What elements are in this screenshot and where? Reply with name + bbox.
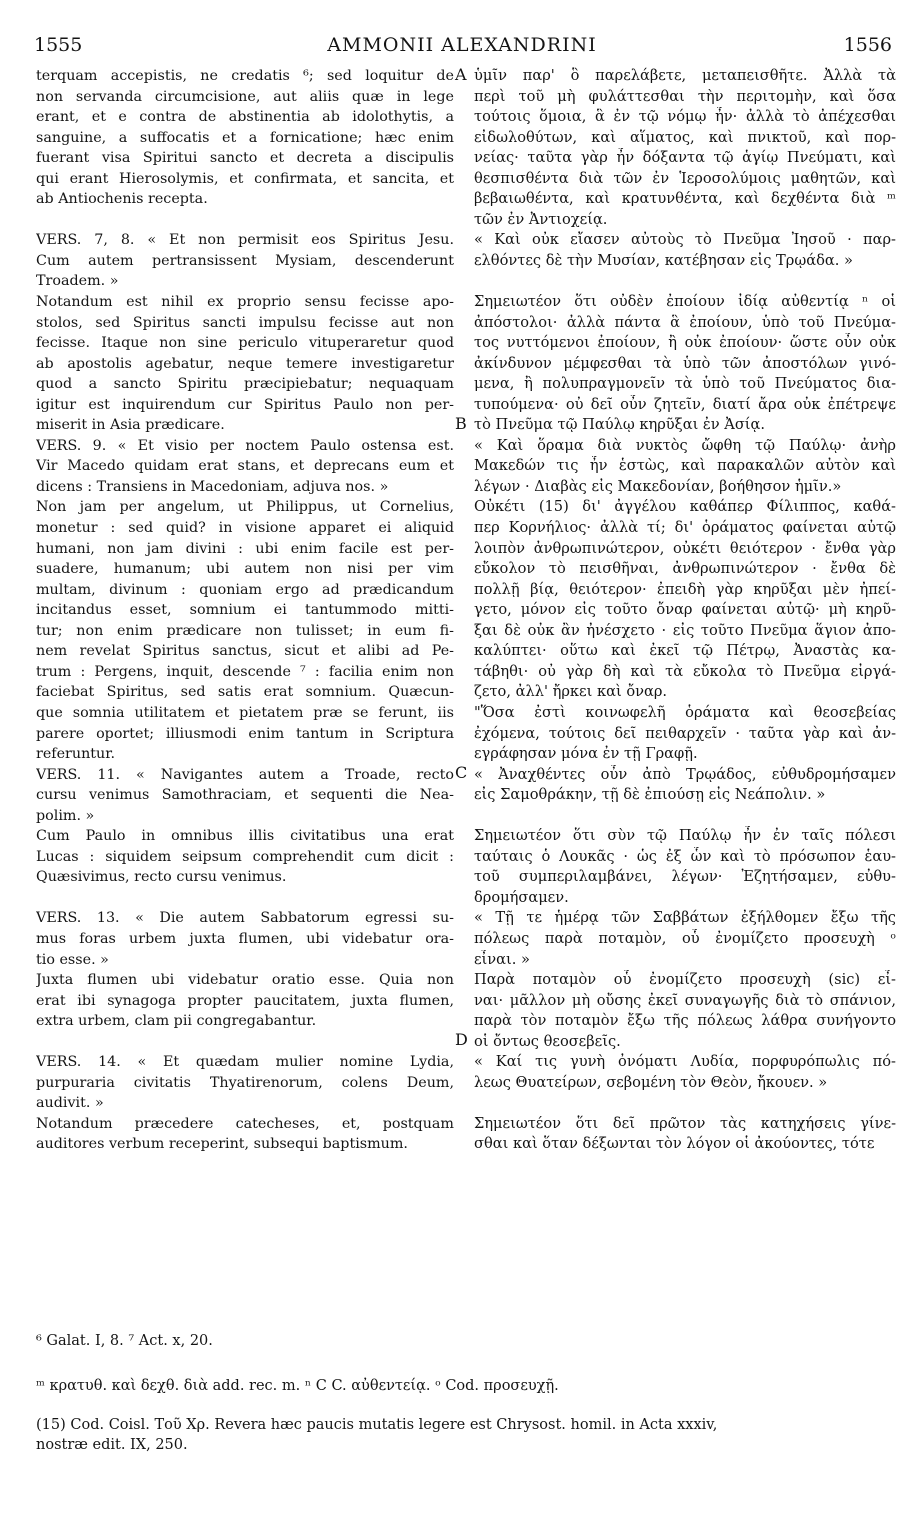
greek-text-line: "Ὅσα ἐστὶ κοινωφελῆ ὁράματα καὶ θεοσεβείας <box>474 703 896 721</box>
greek-text-line: θεσπισθέντα διὰ τῶν ἐν Ἱεροσολύμοις μαθητῶν, καὶ <box>474 169 896 187</box>
latin-text-line: mus foras urbem juxta flumen, ubi videbatur ora- <box>36 930 454 947</box>
latin-text-line: igitur est inquirendum cur Spiritus Paulo non per- <box>36 396 454 413</box>
margin-letter-c: C <box>455 763 468 782</box>
greek-text-line: ὑμῖν παρ' ὃ παρελάβετε, μεταπεισθῆτε. Ἀλλὰ τὰ <box>474 67 896 84</box>
footnote-note-line-2: nostræ edit. IX, 250. <box>36 1437 188 1453</box>
greek-text-line: ἐχόμενα, τούτοις δεῖ πειθαρχεῖν · ταῦτα γὰρ καὶ ἀν- <box>474 724 896 742</box>
latin-text-line: Vir Macedo quidam erat stans, et deprecans eum et <box>36 458 454 475</box>
greek-text-line: « Καὶ οὐκ εἴασεν αὐτοὺς τὸ Πνεῦμα Ἰησοῦ · παρ- <box>474 231 896 249</box>
latin-text-line: dicens : Transiens in Macedoniam, adjuva nos. » <box>36 478 389 495</box>
footnote-references: ⁶ Galat. I, 8. ⁷ Act. x, 20. <box>36 1333 213 1349</box>
greek-text-line: Οὐκέτι (15) δι' ἀγγέλου καθάπερ Φίλιππος, καθά- <box>474 498 896 516</box>
greek-text-line: πόλεως παρὰ ποταμὸν, οὗ ἐνομίζετο προσευχὴ ᵒ <box>474 929 896 947</box>
greek-text-line: « Καί τις γυνὴ ὀνόματι Λυδία, πορφυρόπωλις πό- <box>474 1053 896 1071</box>
latin-blank-line <box>36 888 454 909</box>
greek-blank-line <box>474 1093 896 1114</box>
latin-text-line: extra urbem, clam pii congregabantur. <box>36 1013 317 1030</box>
greek-text-line: « Ἀναχθέντες οὖν ἀπὸ Τρῳάδος, εὐθυδρομήσαμεν <box>474 765 896 783</box>
greek-text-line: ταύταις ὁ Λουκᾶς · ὡς ἐξ ὧν καὶ τὸ πρόσωπον ἑαυ- <box>474 847 896 865</box>
greek-text-line: παρὰ τὸν ποταμὸν ἔξω τῆς πόλεως λάθρα συνήγοντο <box>474 1012 896 1030</box>
latin-text-line: Troadem. » <box>36 273 119 290</box>
latin-text-line: fecisse. Itaque non sine periculo vituperaretur quod <box>36 335 454 352</box>
latin-text-line: Quæsivimus, recto cursu venimus. <box>36 869 287 886</box>
greek-text-line: ναι· μᾶλλον μὴ οὔσης ἐκεῖ συναγωγῆς διὰ τὸ σπάνιον, <box>474 991 896 1009</box>
greek-text-line: λοιπὸν ἀνθρωπινώτερον, οὐκέτι θειότερον · ἔνθα γὰρ <box>474 539 896 557</box>
greek-text-line: δρομήσαμεν. <box>474 888 569 906</box>
greek-text-line: εἰδωλοθύτων, καὶ αἵματος, καὶ πνικτοῦ, καὶ πορ- <box>474 128 896 146</box>
latin-text-line: Notandum præcedere catecheses, et, postquam <box>36 1115 454 1132</box>
footnote-note-line-1: (15) Cod. Coisl. Τοῦ Χρ. Revera hæc paucis mutatis legere est Chrysost. homil. in Acta xxxiv, <box>36 1417 718 1433</box>
footnote-variants: ᵐ κρατυθ. καὶ δεχθ. διὰ add. rec. m. ⁿ C C. αὐθεντείᾳ. ᵒ Cod. προσευχῇ. <box>36 1378 559 1394</box>
latin-text-line: nem revelat Spiritus sanctus, sicut et alibi ad Pe- <box>36 643 454 660</box>
greek-text-line: εἶναι. » <box>474 950 530 968</box>
latin-blank-line <box>36 1032 454 1053</box>
latin-text-line: erant, et e contra de abstinentia ab idolothytis, a <box>36 109 454 126</box>
latin-text-line: Non jam per angelum, ut Philippus, ut Cornelius, <box>36 499 454 516</box>
greek-text-line: εγράφησαν μόνα ἐν τῇ Γραφῇ. <box>474 745 698 763</box>
greek-text-line: πολλῇ βίᾳ, θειότερον· ἐπειδὴ γὰρ κηρῦξαι μὲν ἠπεί- <box>474 580 896 598</box>
latin-text-line: Lucas : siquidem seipsum comprehendit cum dicit : <box>36 848 454 865</box>
greek-text-line: καλύπτει· οὕτω καὶ ἐκεῖ τῷ Πέτρῳ, Ἀναστὰς κα- <box>474 642 896 660</box>
latin-text-line: multam, divinum : quoniam ergo ad prædicandum <box>36 581 454 598</box>
latin-text-line: VERS. 11. « Navigantes autem a Troade, recto <box>36 766 454 783</box>
latin-text-line: incitandus esset, somnium ei tantummodo mitti- <box>36 602 454 619</box>
greek-text-line: ελθόντες δὲ τὴν Μυσίαν, κατέβησαν εἰς Τρῳάδα. » <box>474 251 853 269</box>
greek-column <box>474 66 896 1155</box>
latin-text-line: humani, non jam divini : ubi enim facile est per- <box>36 540 454 557</box>
latin-text-line: que somnia utilitatem et pietatem præ se ferunt, iis <box>36 704 454 721</box>
latin-text-line: monetur : sed quid? in visione apparet ei aliquid <box>36 520 454 537</box>
latin-text-line: tio esse. » <box>36 951 109 968</box>
greek-text-line: τάβηθι· οὐ γὰρ δὴ καὶ τὰ εὔκολα τὸ Πνεῦμα εἰργά- <box>474 662 896 680</box>
latin-text-line: VERS. 13. « Die autem Sabbatorum egressi su- <box>36 910 454 927</box>
greek-text-line: ξαι δὲ οὐκ ἂν ἠνέσχετο · εἰς τοῦτο Πνεῦμα ἅγιον ἀπο- <box>474 621 896 639</box>
page-header <box>0 28 924 58</box>
latin-text-line: quod a sancto Spiritu præcipiebatur; nequaquam <box>36 376 454 393</box>
greek-blank-line <box>474 806 896 827</box>
greek-text-line: τῶν ἐν Ἀντιοχείᾳ. <box>474 210 608 228</box>
latin-text-line: trum : Pergens, inquit, descende ⁷ : facilia enim non <box>36 663 454 680</box>
margin-letter-b: B <box>455 414 467 433</box>
latin-text-line: non servanda circumcisione, aut aliis quæ in lege <box>36 88 454 105</box>
greek-text-line: Σημειωτέον ὅτι δεῖ πρῶτον τὰς κατηχήσεις γίνε- <box>474 1114 896 1132</box>
greek-text-line: τυπούμενα· οὐ δεῖ οὖν ζητεῖν, διατί ἄρα οὐκ ἐπέτρεψε <box>474 395 896 413</box>
greek-text-line: ἀκίνδυνον μέμφεσθαι τὰ ὑπὸ τῶν ἀποστόλων γινό- <box>474 354 896 372</box>
greek-text-line: τὸ Πνεῦμα τῷ Παύλῳ κηρῦξαι ἐν Ἀσίᾳ. <box>474 416 765 434</box>
latin-blank-line <box>36 210 454 231</box>
greek-text-line: ζετο, ἀλλ' ἤρκει καὶ ὄναρ. <box>474 683 668 701</box>
greek-text-line: « Τῇ τε ἡμέρᾳ τῶν Σαββάτων ἐξήλθομεν ἔξω τῆς <box>474 909 896 927</box>
latin-text-line: suadere, humanum; ubi autem non nisi per vim <box>36 561 454 578</box>
greek-text-line: γετο, μόνον εἰς τοῦτο ὄναρ φαίνεται αὐτῷ· μὴ κηρῦ- <box>474 601 896 619</box>
latin-column <box>36 66 454 1155</box>
latin-text-line: tur; non enim prædicare non tulisset; in eum fi- <box>36 622 454 639</box>
latin-text-line: fuerant visa Spiritui sancto et decreta a discipulis <box>36 150 454 167</box>
margin-letter-a: A <box>455 65 467 84</box>
latin-text-line: Notandum est nihil ex proprio sensu fecisse apo- <box>36 294 454 311</box>
page-number-right: 1556 <box>843 34 892 56</box>
latin-text-line: cursu venimus Samothraciam, et sequenti die Nea- <box>36 787 454 804</box>
latin-text-line: VERS. 7, 8. « Et non permisit eos Spiritus Jesu. <box>36 232 454 249</box>
latin-text-line: parere oportet; illiusmodi enim tantum in Scriptura <box>36 725 454 742</box>
latin-text-line: audivit. » <box>36 1095 104 1112</box>
latin-text-line: terquam accepistis, ne credatis ⁶; sed loquitur de <box>36 68 454 84</box>
greek-text-line: περὶ τοῦ μὴ φυλάττεσθαι τὴν περιτομὴν, καὶ ὅσα <box>474 87 896 105</box>
latin-text-line: qui erant Hierosolymis, et confirmata, et sancita, et <box>36 170 454 187</box>
greek-text-line: μενα, ἢ πολυπραγμονεῖν τὰ ὑπὸ τοῦ Πνεύματος δια- <box>474 375 896 393</box>
latin-text-line: faciebat Spiritus, sed satis erat somnium. Quæcun- <box>36 684 454 701</box>
greek-text-line: Παρὰ ποταμὸν οὗ ἐνομίζετο προσευχὴ (sic) εἶ- <box>474 971 896 989</box>
latin-text-line: miserit in Asia prædicare. <box>36 417 225 434</box>
latin-text-line: erat ibi synagoga propter paucitatem, juxta flumen, <box>36 992 454 1009</box>
latin-text-line: sanguine, a suffocatis et a fornicatione; hæc enim <box>36 129 454 146</box>
greek-text-line: λεως Θυατείρων, σεβομένη τὸν Θεὸν, ἤκουεν. » <box>474 1073 828 1091</box>
greek-text-line: βεβαιωθέντα, καὶ κρατυνθέντα, καὶ δεχθέντα διὰ ᵐ <box>474 190 896 208</box>
greek-text-line: εὔκολον τὸ πεισθῆναι, ἀνθρωπινώτερον · ἔνθα δὲ <box>474 560 896 578</box>
latin-text-line: Cum Paulo in omnibus illis civitatibus una erat <box>36 828 454 845</box>
page-number-left: 1555 <box>34 34 83 56</box>
running-title: AMMONII ALEXANDRINI <box>327 34 597 56</box>
latin-text-line: purpuraria civitatis Thyatirenorum, colens Deum, <box>36 1074 454 1091</box>
latin-text-line: VERS. 14. « Et quædam mulier nomine Lydia, <box>36 1054 454 1071</box>
greek-text-line: Σημειωτέον ὅτι σὺν τῷ Παύλῳ ἦν ἐν ταῖς πόλεσι <box>474 827 896 845</box>
latin-text-line: ab Antiochenis recepta. <box>36 191 208 208</box>
latin-text-line: polim. » <box>36 807 95 824</box>
latin-text-line: ab apostolis agebatur, neque temere investigaretur <box>36 355 454 372</box>
latin-text-line: stolos, sed Spiritus sancti impulsu fecisse aut non <box>36 314 454 331</box>
latin-text-line: Juxta flumen ubi videbatur oratio esse. Quia non <box>36 972 454 989</box>
greek-text-line: ἀπόστολοι· ἀλλὰ πάντα ἃ ἐποίουν, ὑπὸ τοῦ Πνεύμα- <box>474 313 896 331</box>
latin-text-line: Cum autem pertransissent Mysiam, descenderunt <box>36 252 454 269</box>
latin-text-line: VERS. 9. « Et visio per noctem Paulo ostensa est. <box>36 437 454 454</box>
greek-text-line: λέγων · Διαβὰς εἰς Μακεδονίαν, βοήθησον ἡμῖν.» <box>474 477 842 495</box>
greek-text-line: εἰς Σαμοθράκην, τῇ δὲ ἐπιούσῃ εἰς Νεάπολιν. » <box>474 786 826 804</box>
greek-text-line: « Καὶ ὅραμα διὰ νυκτὸς ὤφθη τῷ Παύλῳ· ἀνὴρ <box>474 436 896 454</box>
greek-text-line: Μακεδών τις ἦν ἑστὼς, καὶ παρακαλῶν αὐτὸν καὶ <box>474 457 896 475</box>
greek-text-line: τούτοις ὅμοια, ἃ ἐν τῷ νόμῳ ἦν· ἀλλὰ τὸ ἀπέχεσθαι <box>474 108 896 126</box>
greek-text-line: τοῦ συμπεριλαμβάνει, λέγων· Ἐζητήσαμεν, εὐθυ- <box>474 868 896 886</box>
latin-text-line: referuntur. <box>36 746 116 763</box>
latin-text-line: auditores verbum receperint, subsequi baptismum. <box>36 1136 408 1153</box>
greek-text-line: Σημειωτέον ὅτι οὐδὲν ἐποίουν ἰδίᾳ αὐθεντίᾳ ⁿ οἱ <box>474 293 896 311</box>
margin-letter-d: D <box>455 1030 468 1049</box>
greek-text-line: περ Κορνήλιος· ἀλλὰ τί; δι' ὁράματος φαίνεται αὐτῷ <box>474 519 896 537</box>
greek-blank-line <box>474 271 896 292</box>
greek-text-line: νείας· ταῦτα γὰρ ἦν δόξαντα τῷ ἁγίῳ Πνεύματι, καὶ <box>474 149 896 167</box>
greek-text-line: οἱ ὄντως θεοσεβεῖς. <box>474 1032 621 1050</box>
greek-text-line: τος νυττόμενοι ἐποίουν, ἢ οὐκ ἐποίουν· ὥστε οὖν οὐκ <box>474 334 896 352</box>
greek-text-line: σθαι καὶ ὅταν δέξωνται τὸν λόγον οἱ ἀκούοντες, τότε <box>474 1135 875 1153</box>
